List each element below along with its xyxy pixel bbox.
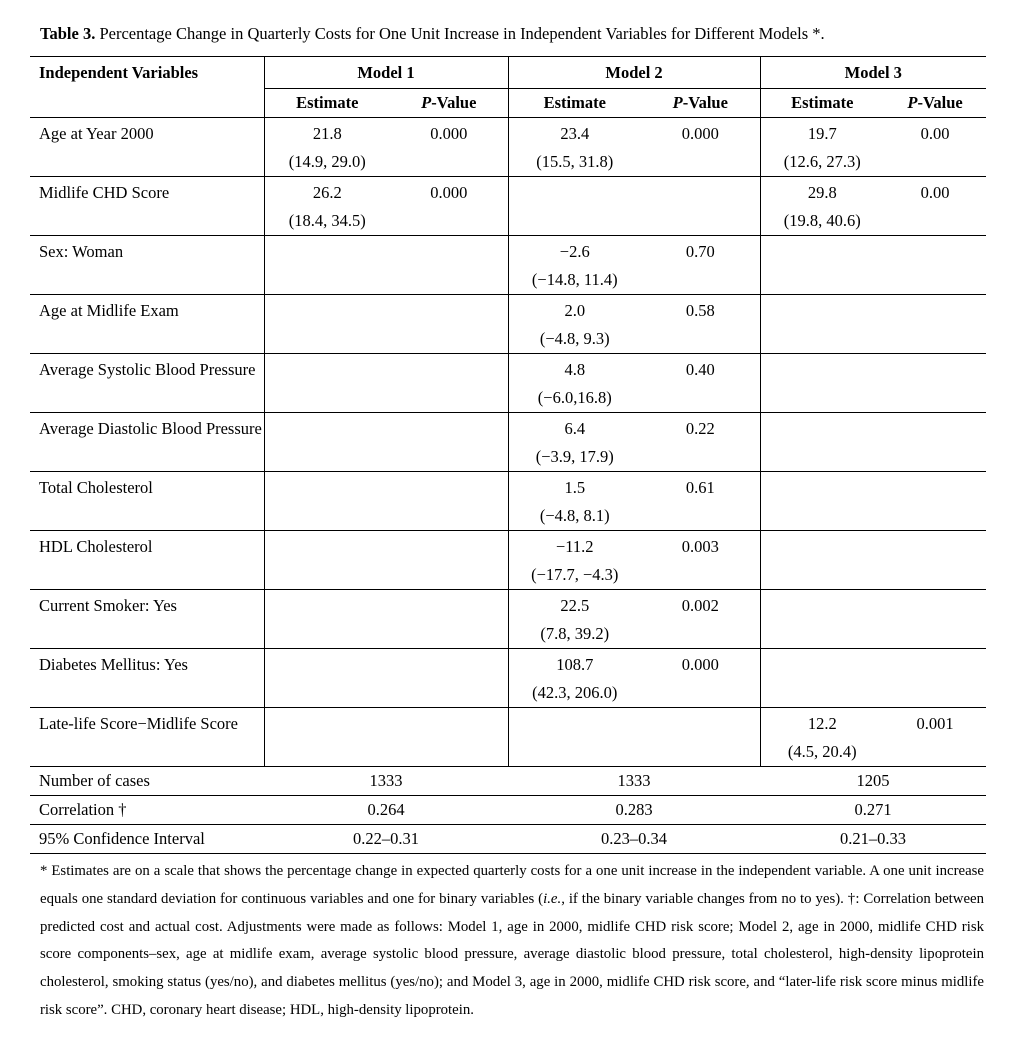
pvalue-cell: 0.000: [641, 649, 760, 708]
confidence-interval: (42.3, 206.0): [532, 683, 618, 702]
estimate-cell: [760, 295, 884, 354]
estimate-cell: [508, 236, 641, 295]
estimate-cell: [264, 590, 390, 649]
header-estimate: Estimate: [508, 89, 641, 118]
summary-value: 0.283: [508, 796, 760, 825]
estimate-cell: [508, 708, 641, 767]
confidence-interval: (−4.8, 9.3): [539, 329, 610, 348]
pvalue-cell: [390, 531, 508, 590]
confidence-interval: (−14.8, 11.4): [531, 270, 618, 289]
estimate-value: −11.2: [555, 537, 594, 556]
variable-label: Midlife CHD Score: [30, 177, 264, 236]
estimate-value: 21.8: [312, 124, 342, 143]
header-estimate: Estimate: [264, 89, 390, 118]
summary-value: 0.23–0.34: [508, 825, 760, 854]
estimate-cell: [508, 649, 641, 708]
table-row: [30, 531, 986, 590]
header-row-models: [30, 57, 986, 89]
table-row: [30, 236, 986, 295]
estimate-cell: [264, 531, 390, 590]
estimate-value: 26.2: [312, 183, 342, 202]
pvalue-cell: [390, 413, 508, 472]
table-caption: [30, 22, 986, 56]
estimate-cell: [508, 295, 641, 354]
estimate-cell: [760, 354, 884, 413]
estimate-cell: [760, 708, 884, 767]
estimate-cell: [264, 236, 390, 295]
estimate-cell: [508, 472, 641, 531]
estimate-cell: [760, 118, 884, 177]
confidence-interval: (4.5, 20.4): [787, 742, 857, 761]
variable-label: Age at Year 2000: [30, 118, 264, 177]
variable-label: Sex: Woman: [30, 236, 264, 295]
pvalue-cell: 0.000: [390, 177, 508, 236]
variable-label: Late-life Score−Midlife Score: [30, 708, 264, 767]
pvalue-cell: 0.61: [641, 472, 760, 531]
confidence-interval: (7.8, 39.2): [540, 624, 610, 643]
estimate-cell: [264, 472, 390, 531]
variable-label: Total Cholesterol: [30, 472, 264, 531]
estimate-cell: [264, 649, 390, 708]
estimate-cell: [760, 649, 884, 708]
estimate-value: 2.0: [564, 301, 586, 320]
summary-value: 1333: [508, 767, 760, 796]
confidence-interval: (19.8, 40.6): [783, 211, 861, 230]
estimate-cell: [264, 413, 390, 472]
confidence-interval: (15.5, 31.8): [536, 152, 614, 171]
estimate-value: 108.7: [556, 655, 594, 674]
estimate-cell: [508, 590, 641, 649]
variable-label: Average Diastolic Blood Pressure: [30, 413, 264, 472]
table-title: Percentage Change in Quarterly Costs for One Unit Increase in Independent Variables for Different Models *.: [95, 24, 825, 43]
pvalue-cell: 0.00: [884, 177, 986, 236]
header-estimate: Estimate: [760, 89, 884, 118]
table-row: [30, 295, 986, 354]
table-row: [30, 649, 986, 708]
estimate-cell: [760, 531, 884, 590]
results-table: [30, 56, 986, 854]
pvalue-cell: [390, 236, 508, 295]
variable-label: Average Systolic Blood Pressure: [30, 354, 264, 413]
pvalue-cell: [390, 649, 508, 708]
estimate-cell: [508, 118, 641, 177]
summary-label: Correlation †: [30, 796, 264, 825]
pvalue-cell: [641, 177, 760, 236]
estimate-value: −2.6: [559, 242, 590, 261]
header-model-1: Model 1: [264, 57, 508, 89]
table-figure: [30, 22, 986, 1025]
table-row: [30, 708, 986, 767]
summary-value: 1333: [264, 767, 508, 796]
pvalue-cell: 0.002: [641, 590, 760, 649]
pvalue-cell: [884, 236, 986, 295]
pvalue-cell: 0.22: [641, 413, 760, 472]
pvalue-cell: [641, 708, 760, 767]
variable-label: Diabetes Mellitus: Yes: [30, 649, 264, 708]
table-row: [30, 177, 986, 236]
table-row: [30, 413, 986, 472]
summary-value: 0.264: [264, 796, 508, 825]
confidence-interval: (18.4, 34.5): [288, 211, 366, 230]
header-model-2: Model 2: [508, 57, 760, 89]
table-footnote: * Estimates are on a scale that shows the percentage change in expected quarterly costs for a one unit increase in the independent variable. A one unit increase equals one standard deviation for continuous variables and one for binary variables (i.e., if the binary variable changes from no to yes). †: Correlation between predicted cost and actual cost. Adjustments were made as follows: Model 1, age in 2000, midlife CHD risk score; Model 2, age in 2000, midlife CHD risk score components–sex, age at midlife exam, average systolic blood pressure, average diastolic blood pressure, total cholesterol, high-density lipoprotein cholesterol, smoking status (yes/no), and diabetes mellitus (yes/no); and Model 3, age in 2000, midlife CHD risk score, and “later-life risk score minus midlife risk score”. CHD, coronary heart disease; HDL, high-density lipoprotein.: [40, 863, 984, 1018]
summary-row: [30, 767, 986, 796]
pvalue-cell: 0.000: [641, 118, 760, 177]
estimate-value: 6.4: [564, 419, 586, 438]
estimate-cell: [508, 177, 641, 236]
estimate-cell: [760, 590, 884, 649]
pvalue-cell: 0.40: [641, 354, 760, 413]
estimate-cell: [508, 531, 641, 590]
confidence-interval: (−6.0,16.8): [537, 388, 612, 407]
estimate-cell: [264, 118, 390, 177]
estimate-cell: [264, 177, 390, 236]
summary-value: 1205: [760, 767, 986, 796]
pvalue-cell: [884, 649, 986, 708]
pvalue-cell: [884, 472, 986, 531]
header-model-3: Model 3: [760, 57, 986, 89]
estimate-cell: [760, 472, 884, 531]
pvalue-cell: [884, 590, 986, 649]
variable-label: Current Smoker: Yes: [30, 590, 264, 649]
pvalue-cell: [390, 472, 508, 531]
pvalue-cell: 0.58: [641, 295, 760, 354]
table-row: [30, 590, 986, 649]
pvalue-cell: 0.000: [390, 118, 508, 177]
summary-value: 0.21–0.33: [760, 825, 986, 854]
table-row: [30, 354, 986, 413]
estimate-value: 23.4: [560, 124, 590, 143]
estimate-cell: [760, 236, 884, 295]
confidence-interval: (−17.7, −4.3): [531, 565, 619, 584]
estimate-cell: [760, 177, 884, 236]
pvalue-cell: 0.70: [641, 236, 760, 295]
estimate-cell: [508, 413, 641, 472]
table-row: [30, 472, 986, 531]
table-label: Table 3.: [40, 24, 96, 43]
table-row: [30, 118, 986, 177]
summary-value: 0.22–0.31: [264, 825, 508, 854]
summary-row: [30, 825, 986, 854]
pvalue-cell: 0.00: [884, 118, 986, 177]
estimate-value: 29.8: [807, 183, 837, 202]
pvalue-cell: [390, 708, 508, 767]
summary-value: 0.271: [760, 796, 986, 825]
estimate-cell: [264, 708, 390, 767]
pvalue-cell: 0.003: [641, 531, 760, 590]
pvalue-cell: [884, 531, 986, 590]
estimate-cell: [760, 413, 884, 472]
pvalue-cell: 0.001: [884, 708, 986, 767]
estimate-value: 12.2: [807, 714, 837, 733]
pvalue-cell: [390, 295, 508, 354]
pvalue-cell: [390, 590, 508, 649]
header-pvalue: P-Value: [641, 89, 760, 118]
estimate-value: 1.5: [564, 478, 586, 497]
summary-label: Number of cases: [30, 767, 264, 796]
header-row-subcolumns: [30, 89, 986, 118]
confidence-interval: (−4.8, 8.1): [539, 506, 610, 525]
estimate-value: 19.7: [807, 124, 837, 143]
estimate-cell: [508, 354, 641, 413]
variable-label: HDL Cholesterol: [30, 531, 264, 590]
pvalue-cell: [390, 354, 508, 413]
pvalue-cell: [884, 413, 986, 472]
pvalue-cell: [884, 295, 986, 354]
confidence-interval: (−3.9, 17.9): [535, 447, 614, 466]
confidence-interval: (12.6, 27.3): [783, 152, 861, 171]
variable-label: Age at Midlife Exam: [30, 295, 264, 354]
estimate-value: 4.8: [564, 360, 586, 379]
header-independent-variables: Independent Variables: [30, 57, 264, 89]
estimate-cell: [264, 354, 390, 413]
summary-row: [30, 796, 986, 825]
header-pvalue: P-Value: [884, 89, 986, 118]
confidence-interval: (14.9, 29.0): [288, 152, 366, 171]
estimate-cell: [264, 295, 390, 354]
header-pvalue: P-Value: [390, 89, 508, 118]
summary-label: 95% Confidence Interval: [30, 825, 264, 854]
header-blank: [30, 89, 264, 118]
pvalue-cell: [884, 354, 986, 413]
estimate-value: 22.5: [560, 596, 590, 615]
